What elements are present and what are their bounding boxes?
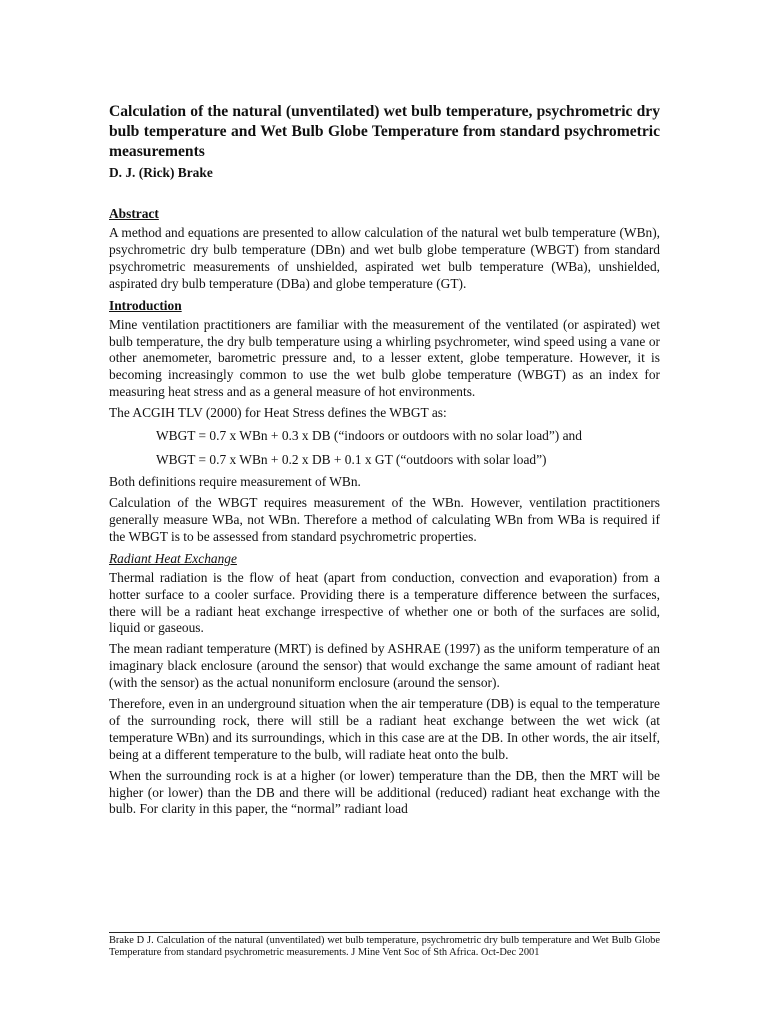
abstract-text: A method and equations are presented to allow calculation of the natural wet bulb temperature (WBn), psychrometric dry bulb temperature (DBn) and wet bulb globe temperature (WBGT) from standard psychrometric measurements of unshielded, aspirated wet bulb temperature (WBa), unshielded, aspirated dry bulb temperature (DBa) and globe temperature (GT).	[109, 225, 660, 291]
introduction-paragraph-3: Both definitions require measurement of WBn.	[109, 474, 361, 490]
introduction-heading: Introduction	[109, 297, 182, 313]
paper-author: D. J. (Rick) Brake	[109, 165, 213, 180]
introduction-paragraph-1: Mine ventilation practitioners are familiar with the measurement of the ventilated (or aspirated) wet bulb temperature, the dry bulb temperature using a whirling psychrometer, wind speed using a vane or other anemometer, barometric pressure and, to a lesser extent, globe temperature. However, it is becoming increasingly common to use the wet bulb globe temperature (WBGT) as an index for measuring heat stress and as a general measure of hot environments.	[109, 316, 660, 400]
paper-page	[109, 102, 660, 822]
wbgt-equation-no-solar: WBGT = 0.7 x WBn + 0.3 x DB (“indoors or outdoors with no solar load”) and	[156, 428, 582, 444]
wbgt-equation-solar: WBGT = 0.7 x WBn + 0.2 x DB + 0.1 x GT (“outdoors with solar load”)	[156, 452, 547, 468]
citation-footer: Brake D J. Calculation of the natural (unventilated) wet bulb temperature, psychrometric dry bulb temperature and Wet Bulb Globe Temperature from standard psychrometric measurements. J Mine Vent Soc of Sth Africa. Oct-Dec 2001	[109, 932, 660, 960]
radiant-heat-heading: Radiant Heat Exchange	[109, 550, 237, 566]
introduction-paragraph-4: Calculation of the WBGT requires measurement of the WBn. However, ventilation practitioners generally measure WBa, not WBn. Therefore a method of calculating WBn from WBa is required if the WBGT is to be assessed from standard psychrometric properties.	[109, 494, 660, 544]
radiant-paragraph-2: The mean radiant temperature (MRT) is defined by ASHRAE (1997) as the uniform temperature of an imaginary black enclosure (around the sensor) that would exchange the same amount of radiant heat (with the sensor) as the actual nonuniform enclosure (around the sensor).	[109, 641, 660, 691]
paper-title: Calculation of the natural (unventilated) wet bulb temperature, psychrometric dry bulb temperature and Wet Bulb Globe Temperature from standard psychrometric measurements	[109, 103, 660, 160]
radiant-paragraph-1: Thermal radiation is the flow of heat (apart from conduction, convection and evaporation) from a hotter surface to a cooler surface. Providing there is a temperature difference between the surfaces, there will be a radiant heat exchange irrespective of whether one or both of the surfaces are solid, liquid or gaseous.	[109, 569, 660, 636]
radiant-paragraph-3: Therefore, even in an underground situation when the air temperature (DB) is equal to the temperature of the surrounding rock, there will still be a radiant heat exchange between the wet wick (at temperature WBn) and its surroundings, which in this case are at the DB. In other words, the air itself, being at a different temperature to the bulb, will radiate heat onto the bulb.	[109, 696, 660, 762]
radiant-paragraph-4: When the surrounding rock is at a higher (or lower) temperature than the DB, then the MRT will be higher (or lower) than the DB and there will be additional (reduced) radiant heat exchange with the bulb. For clarity in this paper, the “normal” radiant load	[109, 767, 660, 817]
introduction-paragraph-2: The ACGIH TLV (2000) for Heat Stress defines the WBGT as:	[109, 405, 447, 421]
abstract-heading: Abstract	[109, 206, 159, 221]
